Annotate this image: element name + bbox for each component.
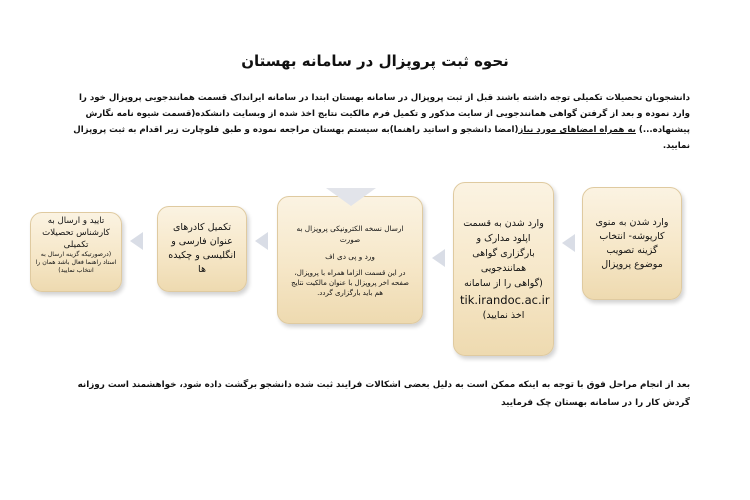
decorative-down-arrow [326,188,376,206]
intro-paragraph [60,90,690,154]
step-2-cert: (گواهی را از سامانه [464,277,543,289]
footer-note: بعد از انجام مراحل فوق با توجه به اینکه ممکن است به دلیل بعضی اشکالات فرایند ثبت شده دانشجو برگشت داده شود، خواهشمند است روزانه گردش کار را در سامانه بهستان چک فرمایید [77,380,690,408]
arrow-step3-to-step4 [255,232,268,250]
step-2-box [453,182,554,356]
step-4-box [157,206,247,292]
step-1-text: وارد شدن به منوی کارپوشه- انتخاب گزینه تصویب موضوع پروپزال [595,216,669,270]
step-5-note: (درصورتیکه گزینه ارسال به استاد راهنما فعال باشد همان را انتخاب نمایید) [35,251,117,274]
step-2-end: اخذ نمایید) [482,309,525,321]
step-2-url: tik.irandoc.ac.ir [460,292,550,307]
step-4-text: تکمیل کادرهای عنوان فارسی و انگلیسی و چکیده ها [168,222,236,275]
page-title: نحوه ثبت پروپزال در سامانه بهستان [241,52,509,70]
intro-underlined: به همراه امضاهای مورد نیاز [518,125,636,135]
step-3-note: در این قسمت الزاما همراه با پروپزال، صفحه اخر پروپزال با عنوان مالکیت نتایج هم باید بارگزاری گردد. [291,268,409,297]
intro-text-2: (امضا دانشجو و اساتید راهنما)به سیستم بهستان مراجعه نموده و طبق فلوچارت زیر اقدام به ثبت پروپزال نمایید. [73,125,690,151]
step-5-text: تایید و ارسال به کارشناس تحصیلات تکمیلی [42,216,110,250]
step-3-lead: ارسال نسخه الکترونیکی پروپزال به صورت [296,223,404,244]
decorative-arrow-shape [326,188,376,206]
intro-text-1: دانشجویان تحصیلات تکمیلی توجه داشته باشند قبل از ثبت پروپزال در سامانه بهستان ابتدا در سامانه ایرانداک قسمت همانندجویی پروپزال خود را وارد نموده و بعد از گرفتن گواهی همانندجویی از سایت مذکور و تکمیل فرم مالکیت نتایج اخذ شده از وبسایت دانشکده(قسمت شیوه نامه نگارش پیشنهاده...) [78,93,690,135]
step-1-box [582,187,682,300]
arrow-step4-to-step5 [130,232,143,250]
step-3-box [277,196,423,324]
step-3-format: ورد و پی دی اف [325,251,375,261]
arrow-step2-to-step3 [432,249,445,267]
step-2-text: وارد شدن به قسمت اپلود مدارک و بارگزاری گواهی همانندجویی [463,217,544,274]
arrow-step1-to-step2 [562,234,575,252]
step-5-box [30,212,122,292]
